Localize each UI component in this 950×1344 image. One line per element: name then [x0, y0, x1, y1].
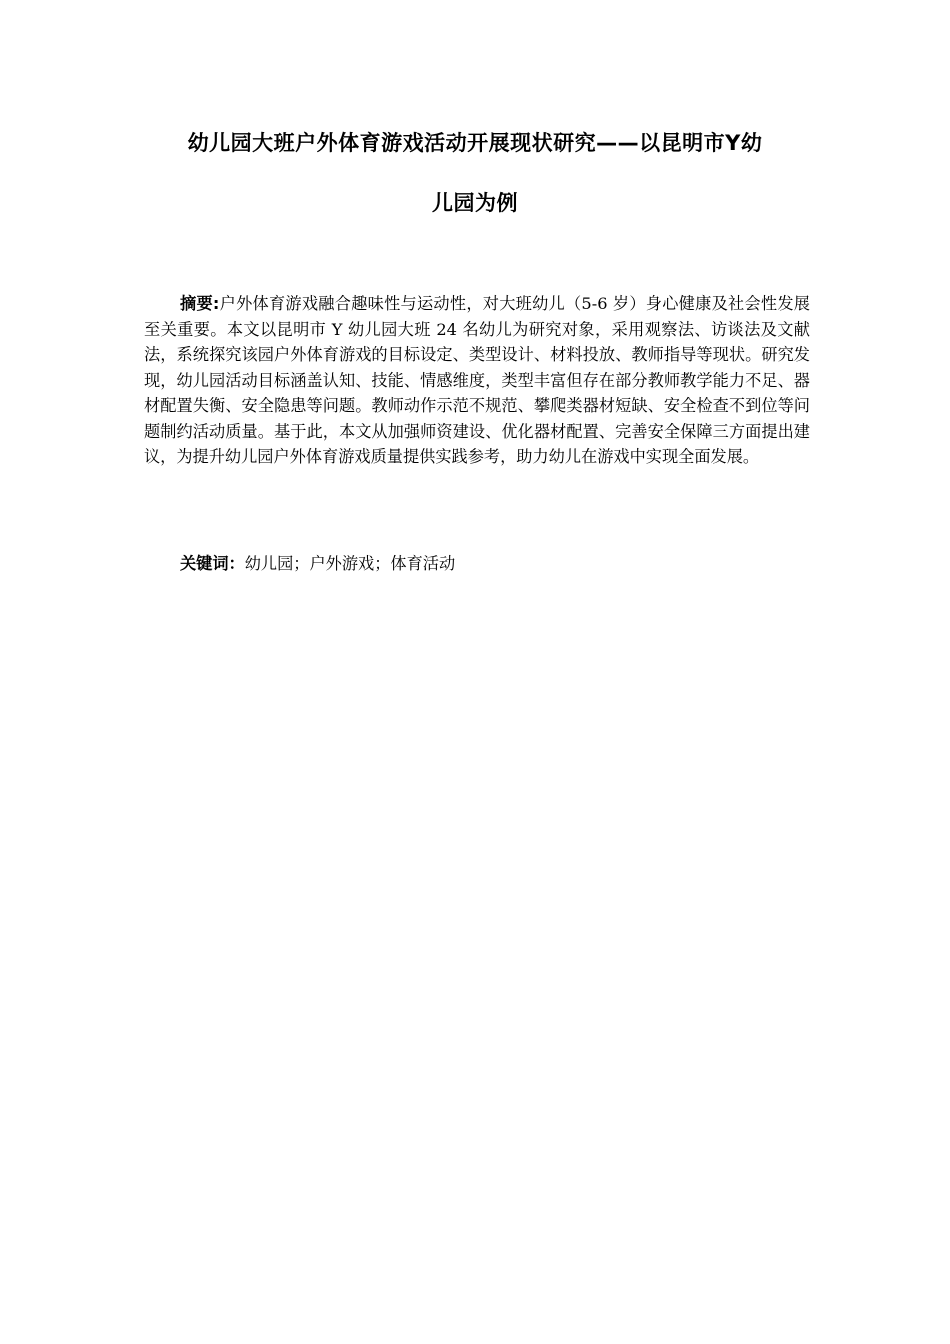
keywords-line: [180, 551, 455, 576]
paper-title-line-1: 幼儿园大班户外体育游戏活动开展现状研究——以昆明市Y幼: [187, 131, 763, 155]
abstract-label: 摘要:: [180, 294, 220, 313]
abstract-paragraph: [144, 291, 810, 470]
keywords-text: 幼儿园；户外游戏；体育活动: [244, 554, 456, 573]
paper-title-line-2: 儿园为例: [432, 191, 518, 215]
abstract-text: 户外体育游戏融合趣味性与运动性，对大班幼儿（5-6 岁）身心健康及社会性发展至关重要。本文以昆明市 Y 幼儿园大班 24 名幼儿为研究对象，采用观察法、访谈法及文献法，系统探究该园户外体育游戏的目标设定、类型设计、材料投放、教师指导等现状。研究发现，幼儿园活动目标涵盖认知、技能、情感维度，类型丰富但存在部分教师教学能力不足、器材配置失衡、安全隐患等问题。教师动作示范不规范、攀爬类器材短缺、安全检查不到位等问题制约活动质量。基于此，本文从加强师资建设、优化器材配置、完善安全保障三方面提出建议，为提升幼儿园户外体育游戏质量提供实践参考，助力幼儿在游戏中实现全面发展。: [144, 294, 810, 466]
keywords-label: 关键词：: [180, 554, 245, 573]
